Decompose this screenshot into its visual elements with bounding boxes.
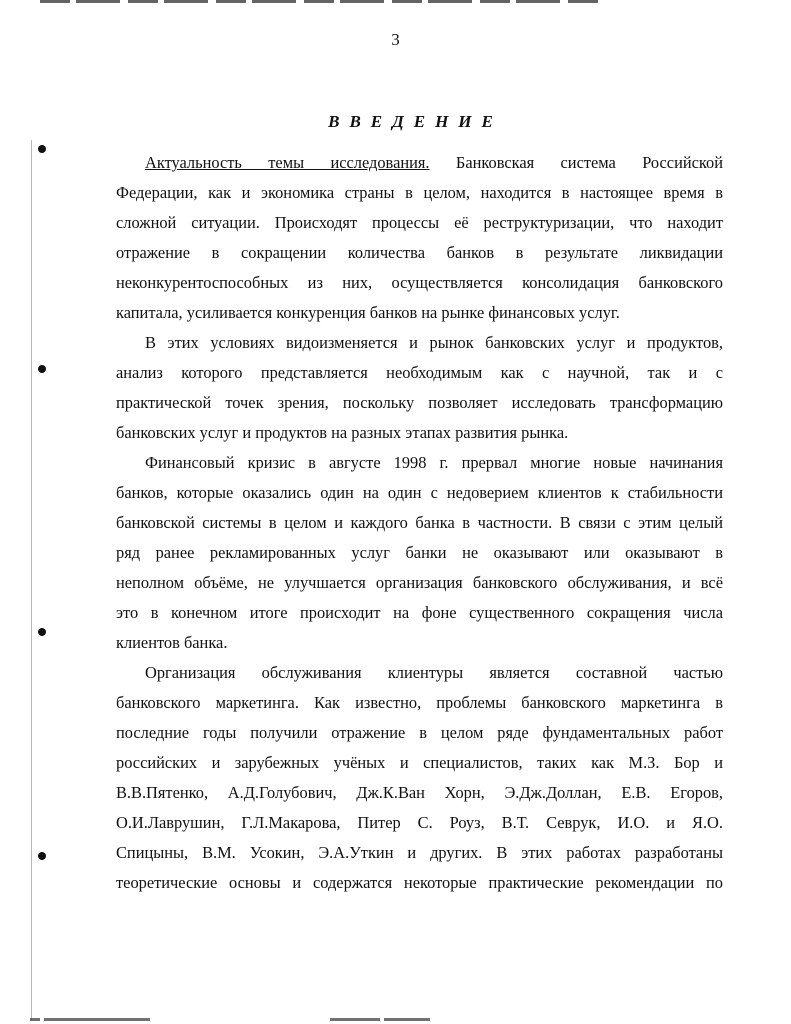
text-line: капитала, усиливается конкуренция банков на рынке финансовых услуг. [116, 303, 620, 322]
text-line: ряд ранее рекламированных услуг банки не оказывают или оказывают в [116, 543, 723, 562]
margin-punch-mark [38, 365, 46, 373]
text-line: неполном объёме, не улучшается организация банковского обслуживания, и всё [116, 573, 723, 592]
text-line: Актуальность темы исследования. Банковская система Российской [145, 153, 723, 172]
text-line: Организация обслуживания клиентуры является составной частью [145, 663, 723, 682]
text-line: сложной ситуации. Происходят процессы её реструктуризации, что находит [116, 213, 723, 232]
text-line: анализ которого представляется необходимым как с научной, так и с [116, 363, 723, 382]
text-line: банковской системы в целом и каждого банка в частности. В связи с этим целый [116, 513, 723, 532]
text-line: Спицыны, В.М. Усокин, Э.А.Уткин и других. В этих работах разработаны [116, 843, 723, 862]
text-line: Федерации, как и экономика страны в целом, находится в настоящее время в [116, 183, 723, 202]
text-line: отражение в сокращении количества банков в результате ликвидации [116, 243, 723, 262]
text-line: российских и зарубежных учёных и специалистов, таких как М.З. Бор и [116, 753, 723, 772]
text-line: О.И.Лаврушин, Г.Л.Макарова, Питер С. Роуз, В.Т. Севрук, И.О. и Я.О. [116, 813, 723, 832]
text-line: это в конечном итоге происходит на фоне существенного сокращения числа [116, 603, 723, 622]
section-heading: Актуальность темы исследования. [145, 153, 430, 172]
text-line: клиентов банка. [116, 633, 228, 652]
text-line: В этих условиях видоизменяется и рынок банковских услуг и продуктов, [145, 333, 723, 352]
scan-edge-line [31, 140, 32, 1020]
text-line: последние годы получили отражение в целом ряде фундаментальных работ [116, 723, 723, 742]
text-line: В.В.Пятенко, А.Д.Голубович, Дж.К.Ван Хорн, Э.Дж.Доллан, Е.В. Егоров, [116, 783, 723, 802]
page-number: 3 [391, 30, 400, 49]
text-line: неконкурентоспособных из них, осуществляется консолидация банковского [116, 273, 723, 292]
paragraph-market [116, 328, 723, 448]
document-body [116, 148, 723, 898]
text-line: банковского маркетинга. Как известно, проблемы банковского маркетинга в [116, 693, 723, 712]
paragraph-marketing [116, 658, 723, 898]
text-line: банковских услуг и продуктов на разных этапах развития рынка. [116, 423, 569, 442]
text-line: теоретические основы и содержатся некоторые практические рекомендации по [116, 873, 723, 892]
text-line: практической точек зрения, поскольку позволяет исследовать трансформацию [116, 393, 723, 412]
scan-artifact-bottom [30, 1018, 430, 1021]
text-line: Финансовый кризис в августе 1998 г. прервал многие новые начинания [145, 453, 723, 472]
paragraph-relevance [116, 148, 723, 328]
paragraph-crisis [116, 448, 723, 658]
page-title: ВВЕДЕНИЕ [328, 112, 503, 131]
margin-punch-mark [38, 145, 46, 153]
text-line: банков, которые оказались один на один с недоверием клиентов к стабильности [116, 483, 723, 502]
scan-artifact-top [40, 0, 600, 3]
margin-punch-mark [38, 852, 46, 860]
margin-punch-mark [38, 628, 46, 636]
